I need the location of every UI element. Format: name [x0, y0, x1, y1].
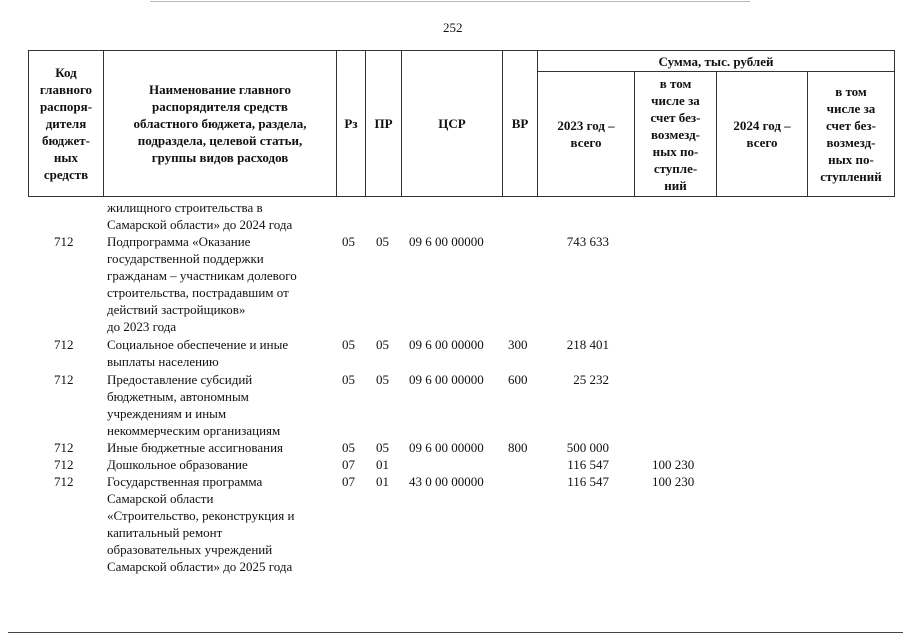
- row-vr: 300: [508, 337, 528, 352]
- row-rz: 05: [342, 372, 355, 387]
- header-code: Код главного распоря- дителя бюджет- ных средств: [28, 50, 104, 197]
- row-rz: 07: [342, 457, 355, 472]
- row-name: Предоставление субсидий бюджетным, автономным учреждениям и иным некоммерческим организациям: [107, 372, 281, 438]
- header-pr: ПР: [365, 50, 402, 197]
- row-pr: 05: [376, 440, 389, 455]
- row-csr: 09 6 00 00000: [409, 337, 484, 352]
- row-rz: 05: [342, 440, 355, 455]
- row-sum-2023: 116 547: [567, 474, 609, 489]
- row-name: Государственная программа Самарской области «Строительство, реконструкция и капитальный ремонт образовательных учреждений Самарской области» до 2025 года: [107, 474, 295, 574]
- row-sum-2023: 25 232: [573, 372, 609, 387]
- row-vr: 800: [508, 440, 528, 455]
- header-2024-free: в том числе за счет без- возмезд- ных по- ступлений: [807, 71, 895, 197]
- row-rz: 05: [342, 337, 355, 352]
- bottom-rule: [8, 632, 903, 633]
- row-sum-2023: 500 000: [566, 440, 609, 455]
- row-sum-2023: 116 547: [567, 457, 609, 472]
- row-rz: 07: [342, 474, 355, 489]
- row-free-2023: 100 230: [652, 457, 695, 472]
- row-pr: 01: [376, 474, 389, 489]
- header-csr: ЦСР: [401, 50, 503, 197]
- page-number: 252: [443, 20, 463, 35]
- row-name: Подпрограмма «Оказание государственной поддержки гражданам – участникам долевого строительства, пострадавшим от действий застройщиков» до 2023 года: [107, 234, 297, 334]
- row-name: Иные бюджетные ассигнования: [107, 440, 284, 455]
- row-code: 712: [54, 457, 74, 472]
- top-rule: [150, 1, 750, 2]
- row-name: Социальное обеспечение и иные выплаты населению: [107, 337, 289, 369]
- header-vr: ВР: [502, 50, 538, 197]
- header-2023-total: 2023 год – всего: [537, 71, 635, 197]
- row-csr: 43 0 00 00000: [409, 474, 484, 489]
- row-csr: 09 6 00 00000: [409, 440, 484, 455]
- row-pr: 05: [376, 372, 389, 387]
- row-code: 712: [54, 337, 74, 352]
- row-code: 712: [54, 474, 74, 489]
- row-name: жилищного строительства в Самарской области» до 2024 года: [107, 200, 293, 232]
- row-code: 712: [54, 440, 74, 455]
- row-name: Дошкольное образование: [107, 457, 248, 472]
- header-name: Наименование главного распорядителя средств областного бюджета, раздела, подраздела, целевой статьи, группы видов расходов: [103, 50, 337, 197]
- row-free-2023: 100 230: [652, 474, 695, 489]
- header-rz: Рз: [336, 50, 366, 197]
- header-2024-total: 2024 год – всего: [716, 71, 808, 197]
- row-csr: 09 6 00 00000: [409, 234, 484, 249]
- row-pr: 05: [376, 337, 389, 352]
- row-code: 712: [54, 372, 74, 387]
- header-sum: Сумма, тыс. рублей: [537, 50, 895, 72]
- row-rz: 05: [342, 234, 355, 249]
- row-pr: 05: [376, 234, 389, 249]
- row-sum-2023: 743 633: [566, 234, 609, 249]
- header-2023-free: в том числе за счет без- возмезд- ных по- ступле- ний: [634, 71, 717, 197]
- row-sum-2023: 218 401: [566, 337, 609, 352]
- row-pr: 01: [376, 457, 389, 472]
- row-csr: 09 6 00 00000: [409, 372, 484, 387]
- row-vr: 600: [508, 372, 528, 387]
- row-code: 712: [54, 234, 74, 249]
